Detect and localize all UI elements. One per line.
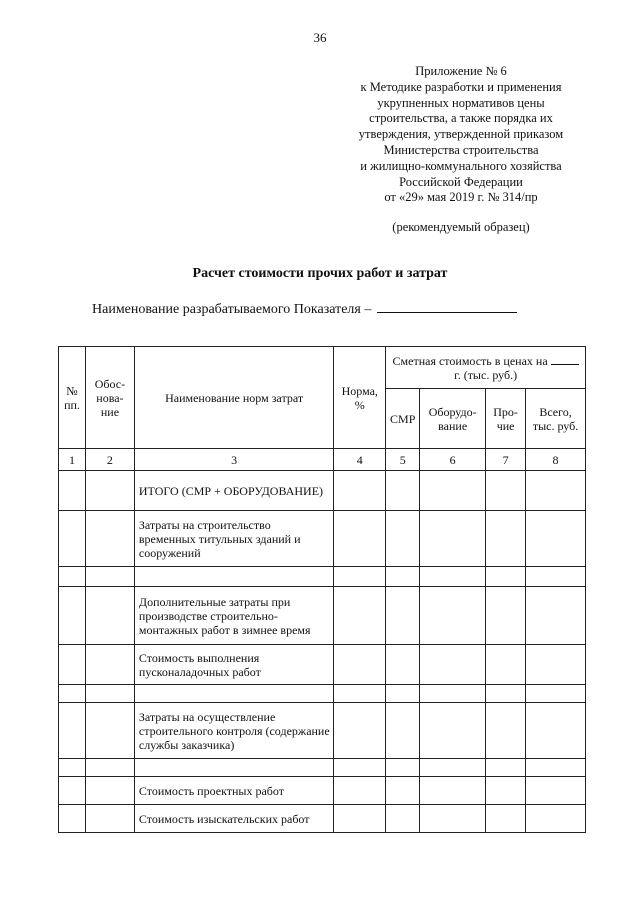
header-basis: Обос-нова-ние	[85, 347, 134, 449]
table-row	[59, 703, 586, 759]
header-estimate-suffix: г. (тыс. руб.)	[454, 367, 518, 382]
indicator-blank-line	[377, 300, 517, 313]
header-equipment: Оборудо-вание	[420, 389, 486, 449]
column-number: 8	[526, 449, 586, 471]
appendix-line: к Методике разработки и применения	[360, 79, 562, 94]
header-other: Про-чие	[486, 389, 526, 449]
cost-item-name: Дополнительные затраты при производстве строительно-монтажных работ в зимнее время	[134, 587, 333, 645]
header-year-blank	[551, 354, 579, 365]
table-row	[59, 511, 586, 567]
recommended-sample-note: (рекомендуемый образец)	[392, 220, 530, 235]
cost-item-name: Стоимость проектных работ	[134, 777, 333, 805]
header-smr: СМР	[386, 389, 420, 449]
table-row	[59, 759, 586, 777]
cost-item-name	[134, 685, 333, 703]
indicator-label: Наименование разрабатываемого Показателя –	[92, 302, 372, 317]
column-number: 5	[386, 449, 420, 471]
appendix-line: от «29» мая 2019 г. № 314/пр	[384, 190, 538, 205]
table-row	[59, 805, 586, 833]
cost-item-name: ИТОГО (СМР + ОБОРУДОВАНИЕ)	[134, 471, 333, 511]
column-number: 3	[134, 449, 333, 471]
header-estimate-prefix: Сметная стоимость в ценах на	[392, 353, 548, 368]
appendix-line: укрупненных нормативов цены	[377, 95, 545, 110]
cost-item-name: Затраты на осуществление строительного контроля (содержание службы заказчика)	[134, 703, 333, 759]
cost-table	[58, 346, 586, 833]
cost-item-name	[134, 567, 333, 587]
cost-item-name: Стоимость изыскательских работ	[134, 805, 333, 833]
table-row	[59, 587, 586, 645]
column-number: 6	[420, 449, 486, 471]
column-number: 2	[85, 449, 134, 471]
header-norm: Норма, %	[334, 347, 386, 449]
cost-item-name: Стоимость выполнения пусконаладочных работ	[134, 645, 333, 685]
appendix-line: строительства, а также порядка их	[369, 111, 553, 126]
column-number: 7	[486, 449, 526, 471]
header-total: Всего, тыс. руб.	[526, 389, 586, 449]
appendix-line: Российской Федерации	[399, 174, 523, 189]
appendix-line: утверждения, утвержденной приказом	[358, 127, 564, 142]
table-row	[59, 645, 586, 685]
header-estimate	[386, 347, 586, 389]
page-number: 36	[313, 30, 327, 45]
table-row	[59, 471, 586, 511]
table-row	[59, 567, 586, 587]
cost-item-name	[134, 759, 333, 777]
appendix-line: Приложение № 6	[415, 64, 507, 78]
header-name: Наименование норм затрат	[134, 347, 333, 449]
header-num: № пп.	[59, 347, 86, 449]
table-row	[59, 777, 586, 805]
appendix-block	[330, 64, 592, 236]
column-number: 4	[334, 449, 386, 471]
appendix-line: и жилищно-коммунального хозяйства	[360, 158, 562, 173]
document-title: Расчет стоимости прочих работ и затрат	[192, 266, 448, 281]
cost-item-name: Затраты на строительство временных титульных зданий и сооружений	[134, 511, 333, 567]
table-row	[59, 685, 586, 703]
column-number: 1	[59, 449, 86, 471]
appendix-line: Министерства строительства	[383, 142, 539, 157]
indicator-name-line	[92, 300, 517, 318]
